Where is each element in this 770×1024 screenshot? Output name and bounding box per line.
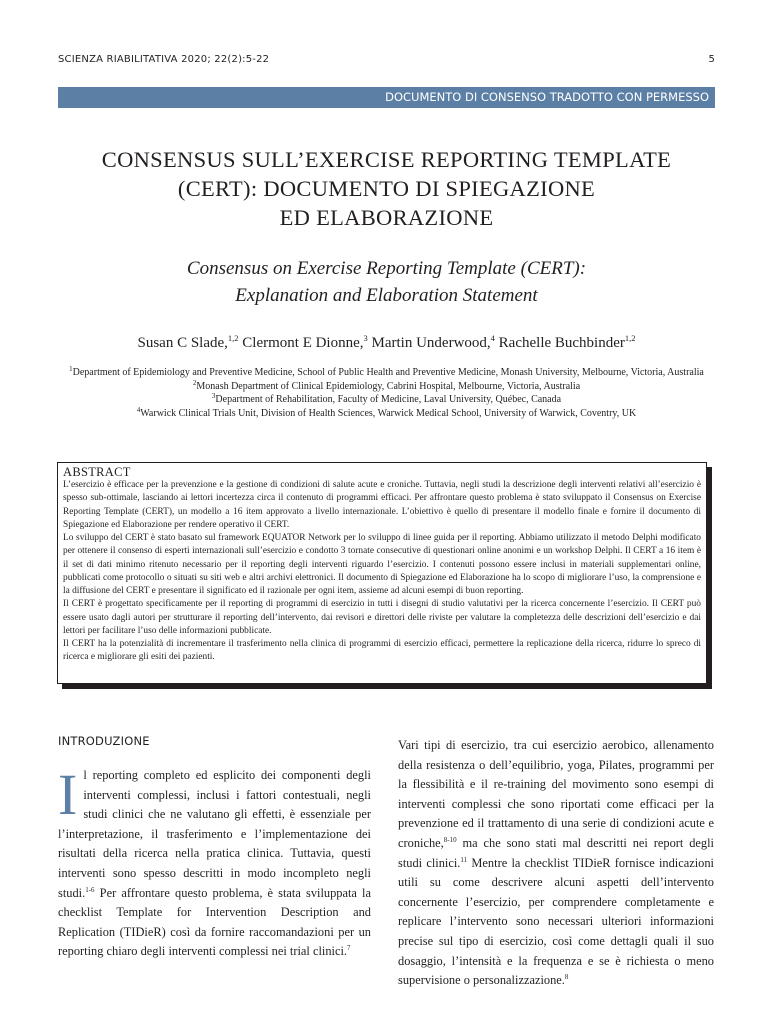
affiliation-item bbox=[58, 393, 715, 407]
abstract-paragraph: Il CERT ha la potenzialità di incrementare il trasferimento nella clinica di programmi di esercizio efficaci, permettere la replicazione della ricerca, ridurre lo spreco di ricerca e migliorare gli esiti dei pazienti. bbox=[63, 639, 701, 663]
citation-ref: 1-6 bbox=[85, 885, 95, 894]
section-banner: DOCUMENTO DI CONSENSO TRADOTTO CON PERMESSO bbox=[58, 87, 715, 108]
article-subtitle bbox=[58, 255, 715, 309]
intro-text: l reporting completo ed esplicito dei componenti degli interventi complessi, inclusi i fattori contestuali, negli studi clinici che ne valutano gli effetti, è essenziale per l’interpretazione, il trasferimento e l’implementazione dei risultati della ricerca nella pratica clinica. Tuttavia, questi interventi sono spesso descritti in modo incompleto negli studi. bbox=[58, 768, 371, 900]
author-name: Martin Underwood, bbox=[371, 335, 491, 351]
citation-ref: 8 bbox=[564, 973, 569, 982]
affiliation-number: 2 bbox=[192, 378, 197, 387]
abstract-box bbox=[57, 462, 707, 684]
intro-text: Mentre la checklist TIDieR fornisce indicazioni utili su come descrivere alcuni aspetti dell’intervento concernente l’esercizio, per comprendere completamente e replicare l’intervento sono necessari ulteriori informazioni precise sul tipo di esercizio, così come dettagli quali il suo dosaggio, l’intensità e la frequenza e se è richiesta o meno supervisione o personalizzazione. bbox=[398, 855, 714, 988]
affiliation-item bbox=[58, 407, 715, 421]
affiliation-number: 4 bbox=[136, 405, 141, 414]
affiliation-number: 3 bbox=[211, 392, 216, 400]
affiliation-text: Warwick Clinical Trials Unit, Division of Health Sciences, Warwick Medical School, University of Warwick, Coventry, UK bbox=[140, 407, 637, 419]
affiliation-text: Monash Department of Clinical Epidemiology, Cabrini Hospital, Melbourne, Victoria, Australia bbox=[196, 380, 581, 392]
running-header bbox=[58, 54, 715, 68]
abstract-paragraph: Il CERT è progettato specificamente per il reporting di programmi di esercizio in tutti i disegni di studio valutativi per la ricerca concernente l’esercizio. Il CERT può essere usato dagli autori per strutturare il reporting dell’intervento, dai revisori e direttori delle riviste per valutare la completezza delle descrizioni dell’esercizio e dai lettori per facilitare l’uso delle informazioni pubblicate. bbox=[63, 599, 701, 636]
affiliation-text: Department of Rehabilitation, Faculty of Medicine, Laval University, Québec, Canada bbox=[215, 394, 562, 405]
author-name: Susan C Slade, bbox=[137, 335, 228, 351]
abstract-paragraph: Lo sviluppo del CERT è stato basato sul framework EQUATOR Network per lo sviluppo di linee guida per il reporting. Abbiamo utilizzato il metodo Delphi modificato per ottenere il consenso di esperti internazionali sull’esercizio e condotto 3 tornate consecutive di questionari online anonimi e un workshop Delphi. Il CERT a 16 item è il set di dati minimo ritenuto necessario per il reporting degli interventi riguardo l’esercizio. I contenuti possono essere inclusi in materiali supplementari online, pubblicati come protocollo o situati su siti web e altri archivi elettronici. Il documento di Spiegazione ed Elaborazione ha lo scopo di migliorare l’uso, la comprensione e la diffusione del CERT e presentare il significato ed il razionale per ogni item, assieme ad alcuni esempi di buon reporting. bbox=[63, 533, 701, 596]
affiliation-number: 1 bbox=[69, 365, 73, 373]
author-list bbox=[58, 333, 715, 353]
article-subtitle-line: Consensus on Exercise Reporting Template (CERT): bbox=[186, 258, 587, 279]
author-affiliation-ref: 1,2 bbox=[227, 333, 239, 343]
intro-paragraph-2 bbox=[398, 736, 714, 991]
author-name: Rachelle Buchbinder bbox=[498, 335, 625, 351]
affiliation-text: Department of Epidemiology and Preventive Medicine, School of Public Health and Preventive Medicine, Monash University, Melbourne, Victoria, Australia bbox=[72, 367, 704, 378]
abstract-heading: ABSTRACT bbox=[63, 465, 131, 479]
author-name: Clermont E Dionne, bbox=[242, 335, 364, 351]
affiliation-list bbox=[58, 366, 715, 420]
article-title bbox=[58, 145, 715, 232]
body-column-right bbox=[398, 736, 714, 991]
journal-citation: SCIENZA RIABILITATIVA 2020; 22(2):5-22 bbox=[58, 54, 270, 65]
intro-paragraph-1 bbox=[58, 762, 371, 962]
citation-ref: 11 bbox=[460, 855, 468, 864]
intro-text: ma che sono stati mal descritti nei report degli studi clinici. bbox=[398, 835, 714, 870]
section-heading: INTRODUZIONE bbox=[58, 734, 150, 748]
affiliation-item bbox=[58, 380, 715, 394]
drop-cap: I bbox=[58, 762, 78, 827]
author-affiliation-ref: 1,2 bbox=[624, 333, 636, 343]
article-title-line: CONSENSUS SULL’EXERCISE REPORTING TEMPLATE bbox=[101, 147, 672, 172]
article-title-line: (CERT): DOCUMENTO DI SPIEGAZIONE bbox=[177, 176, 596, 201]
author-affiliation-ref: 4 bbox=[490, 333, 495, 343]
abstract-paragraph: L’esercizio è efficace per la prevenzione e la gestione di condizioni di salute acute e croniche. Tuttavia, negli studi la descrizione degli interventi relativi all’esercizio è spesso sub-ottimale, lasciando ai lettori incertezza circa il contenuto di programmi efficaci. Per affrontare questo problema è stato sviluppato il Consensus on Exercise Reporting Template (CERT), un modello a 16 item approvato a livello internazionale. L’obiettivo è quello di presentare il modello finale e fornire il documento di Spiegazione ed Elaborazione per rendere operativo il CERT. bbox=[63, 480, 701, 530]
body-column-left bbox=[58, 734, 371, 962]
article-title-line: ED ELABORAZIONE bbox=[279, 205, 494, 230]
intro-text: Vari tipi di esercizio, tra cui esercizio aerobico, allenamento della resistenza o dell’equilibrio, yoga, Pilates, programmi per la flessibilità e il re-training del movimento sono esempi di interventi complessi che sono riportati come efficaci per la prevenzione ed il trattamento di una serie di condizioni acute e croniche, bbox=[398, 738, 714, 850]
author-affiliation-ref: 3 bbox=[363, 333, 368, 343]
article-subtitle-line: Explanation and Elaboration Statement bbox=[235, 285, 538, 306]
intro-text: Per affrontare questo problema, è stata sviluppata la checklist Template for Intervention Description and Replication (TIDieR) così da fornire raccomandazioni per un reporting chiaro degli interventi complessi nei trial clinici. bbox=[58, 885, 371, 959]
page-number: 5 bbox=[708, 54, 715, 65]
citation-ref: 7 bbox=[347, 944, 351, 953]
citation-ref: 8-10 bbox=[443, 835, 457, 844]
affiliation-item bbox=[58, 366, 715, 380]
